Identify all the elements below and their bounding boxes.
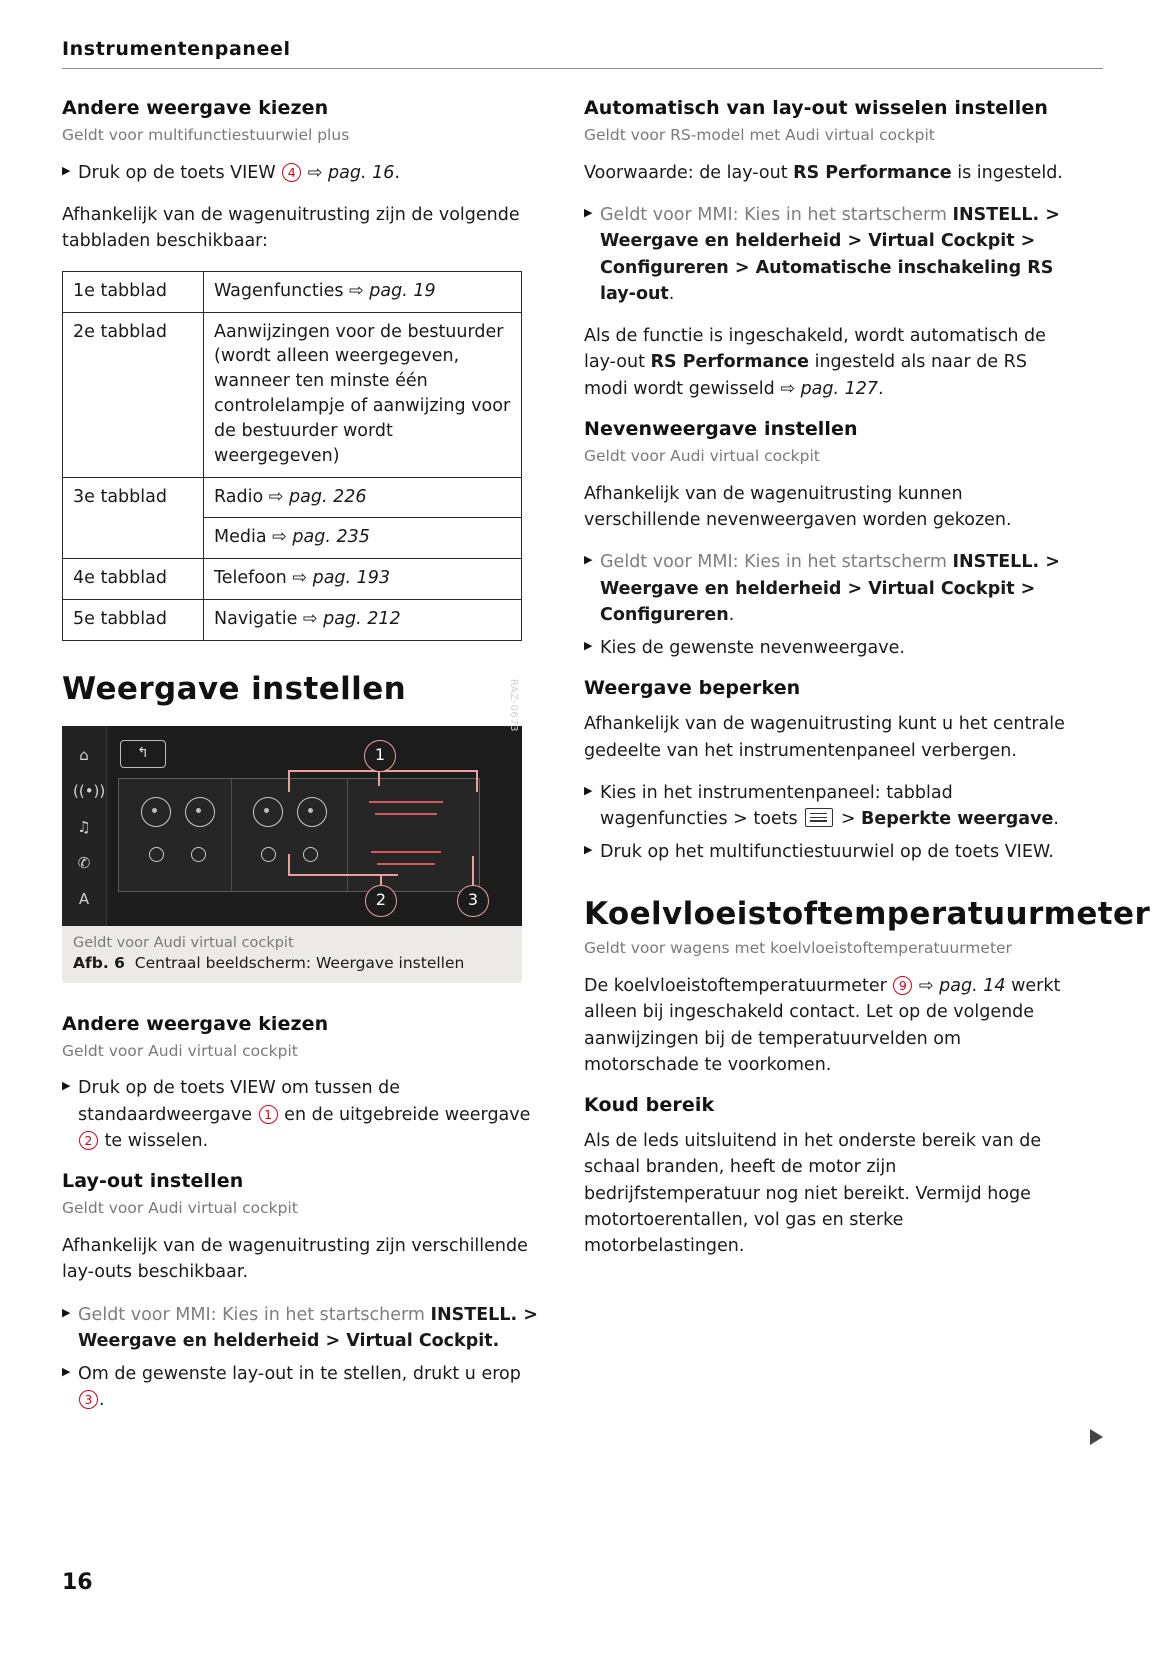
cross-reference: pag. 193 [312,568,391,589]
cross-reference-arrow-icon: ⇨ [292,568,308,589]
table-row [63,518,522,559]
bullet-text-pre: Druk op de toets VIEW [78,162,282,183]
bullet-triangle-icon: ▶ [584,843,593,857]
list-item-text: Druk op de toets VIEW 4 ⇨ pag. 16. [78,162,400,183]
cross-reference-arrow-icon: ⇨ [349,280,364,301]
table-row [63,600,522,641]
mmi-text: Kies in het startscherm [216,1304,431,1325]
section-heading-koud-bereik: Koud bereik [584,1094,715,1117]
bullet-text-end: . [99,1390,105,1411]
cross-reference-arrow-icon: ⇨ [268,486,284,507]
paragraph-text-pre: Voorwaarde: de lay-out [584,162,794,183]
back-button-icon: ↰ [120,740,166,768]
figure-6 [62,678,522,983]
paragraph-text-pre: De koelvloeistoftemperatuurmeter [584,976,893,997]
list-item [584,549,1066,628]
cross-reference-arrow-icon: ⇨ [272,527,287,548]
paragraph-text-end: werkt alleen bij ingeschakeld contact. Let op de volgende aanwijzingen bij de temperatuurvelden om motorschade te voorkomen. [584,976,1061,1075]
bullet-text-pre: Druk op de toets VIEW om tussen de standaardweergave [78,1078,401,1125]
bullet-list-3 [62,1302,544,1414]
table-cell-label: Navigatie [214,609,303,630]
highlight-line [369,801,443,803]
mmi-text: Kies in het startscherm [738,205,953,226]
figure-code: RAZ-0673 [508,678,519,732]
letter-a-icon: A [78,889,90,908]
table-row [63,312,522,477]
callout-leader [476,770,478,792]
cross-reference: pag. 19 [369,280,436,301]
cluster-divider [231,779,232,891]
list-item-text [78,1075,544,1154]
cross-reference-arrow-icon: ⇨ [302,609,318,630]
callout-2: 2 [365,885,397,917]
paragraph-functie-ingeschakeld [584,323,1066,402]
list-item [62,1361,544,1414]
callout-circle-2: 2 [79,1131,98,1150]
list-item-text: Druk op het multifunctiestuurwiel op de toets VIEW. [600,842,1054,863]
table-cell-label: Media [214,527,273,548]
callout-circle-4: 4 [282,163,301,182]
callout-1: 1 [364,740,396,772]
table-cell-tab [63,518,204,559]
bullet-text-end: . [1053,809,1059,830]
paragraph-text-mid: ingesteld als naar de RS modi wordt gewisseld [584,352,1027,399]
section-heading-lay-out-instellen: Lay-out instellen [62,1170,244,1193]
list-item [584,202,1066,307]
dial-center-dot [308,808,313,813]
table-cell-text: Aanwijzingen voor de bestuurder (wordt alleen weergegeven, wanneer ten minste één controlelampje of aanwijzing voor de bestuurder wordt weergegeven) [204,312,522,477]
section-heading-andere-weergave-kiezen-1: Andere weergave kiezen [62,97,329,119]
cross-reference: pag. 235 [292,527,370,548]
two-column-layout [62,97,1151,1430]
mmi-path-end: . [668,283,675,304]
bold-term: RS Performance [793,162,952,183]
dial-icon-small [191,847,206,862]
cross-reference: pag. 127 [800,378,879,399]
cross-reference: pag. 16 [328,162,395,183]
list-item-text [600,202,1066,307]
list-item-text [600,549,1066,628]
mmi-path: INSTELL. > Weergave en helderheid > Virtual Cockpit > Configureren [600,552,1060,625]
mmi-path: INSTELL. > Weergave en helderheid > Virtual Cockpit. [78,1304,538,1351]
bullet-triangle-icon: ▶ [62,163,71,177]
table-cell-tab: 4e tabblad [63,559,204,600]
paragraph-koelvloeistof [584,973,1066,1078]
heading-weergave-instellen: Weergave instellen [62,670,407,707]
dial-icon-small [149,847,164,862]
table-cell-tab: 1e tabblad [63,271,204,312]
cross-reference-arrow-icon: ⇨ [307,162,323,183]
cross-reference: pag. 212 [323,609,401,630]
section-subtitle-r1: Geldt voor RS-model met Audi virtual cockpit [584,126,935,144]
section-subtitle-2: Geldt voor Audi virtual cockpit [62,1041,298,1060]
mmi-text: Kies in het startscherm [738,552,953,573]
table-row [63,271,522,312]
bold-term: RS Performance [650,352,810,373]
paragraph-koud-bereik: Als de leds uitsluitend in het onderste bereik van de schaal branden, heeft de motor zijn bedrijfstemperatuur nog niet bereikt. Vermijd hoge motortoerentallen, vol gas en sterke motorbelastingen. [584,1131,1042,1257]
section-subtitle-3: Geldt voor Audi virtual cockpit [62,1199,298,1218]
dial-center-dot [264,808,269,813]
mmi-path-end: . [728,604,735,625]
section-heading-automatisch-lay-out: Automatisch van lay-out wisselen instellen [584,97,1049,119]
section-subtitle-1: Geldt voor multifunctiestuurwiel plus [62,126,350,144]
paragraph-text-end: . [878,378,884,399]
mmi-path: INSTELL. > Weergave en helderheid > Virtual Cockpit > Configureren > Automatische inschakeling RS lay-out [600,205,1060,304]
paragraph-nevenweergaven: Afhankelijk van de wagenuitrusting kunnen verschillende nevenweergaven worden gekozen. [584,483,1012,531]
list-item [584,780,1066,833]
table-cell-label: Telefoon [214,568,293,589]
bullet-list-r2 [584,549,1066,661]
callout-leader [288,770,290,792]
callout-leader [378,770,380,786]
bullet-list-2 [62,1075,544,1154]
left-column [62,97,544,1430]
bullet-text-mid: en de uitgebreide weergave [278,1104,531,1125]
list-item [584,839,1066,865]
list-item-text: Kies de gewenste nevenweergave. [600,638,905,659]
table-cell-text [204,600,522,641]
list-item [62,1075,544,1154]
section-heading-andere-weergave-kiezen-2: Andere weergave kiezen [62,1012,329,1035]
mmi-prefix: Geldt voor MMI: [600,205,739,226]
paragraph-text-pre: Als de functie is ingeschakeld, wordt automatisch de lay-out [584,326,1046,373]
bullet-triangle-icon: ▶ [584,783,593,797]
list-item-text [600,780,1066,833]
mmi-prefix: Geldt voor MMI: [600,552,739,573]
heading-koelvloeistoftemperatuurmeter: Koelvloeistoftemperatuurmeter [584,895,1151,932]
phone-icon: ✆ [77,853,91,872]
section-subtitle-r2: Geldt voor Audi virtual cockpit [584,446,820,465]
table-row [63,477,522,518]
bullet-text-mid: > [835,809,862,830]
list-item-text [78,1302,544,1355]
table-row [63,559,522,600]
bold-term: Beperkte weergave [861,809,1054,830]
cross-reference-arrow-icon: ⇨ [918,976,934,997]
dial-center-dot [196,808,201,813]
list-item [62,1302,544,1355]
paragraph-lay-outs: Afhankelijk van de wagenuitrusting zijn verschillende lay-outs beschikbaar. [62,1236,528,1283]
display-icon-rail [62,726,107,926]
bullet-triangle-icon: ▶ [584,553,593,567]
dial-center-dot [152,808,157,813]
bullet-triangle-icon: ▶ [62,1365,71,1379]
bullet-list-r3 [584,780,1066,866]
figure-caption-note: Geldt voor Audi virtual cockpit [73,934,294,951]
page-number: 16 [62,1570,93,1595]
bullet-triangle-icon: ▶ [584,639,593,653]
callout-circle-9: 9 [893,976,912,995]
list-item [584,635,1066,661]
bullet-text-end: te wisselen. [99,1130,209,1151]
dial-icon-small [261,847,276,862]
paragraph-voorwaarde [584,160,1066,186]
cross-reference: pag. 226 [289,486,367,507]
list-menu-icon [805,808,833,827]
table-cell-text [204,271,522,312]
tabbladen-table [62,271,522,641]
continuation-arrow-icon [1090,1429,1103,1445]
table-cell-tab: 3e tabblad [63,477,204,518]
mmi-prefix: Geldt voor MMI: [78,1304,217,1325]
highlight-line [375,813,437,815]
highlight-line [371,851,441,853]
callout-circle-1: 1 [259,1105,278,1124]
paragraph-text-end: is ingesteld. [951,162,1063,183]
dial-icon-small [303,847,318,862]
callout-leader [288,854,290,874]
table-cell-text [204,518,522,559]
section-subtitle-r4: Geldt voor wagens met koelvloeistoftemperatuurmeter [584,939,1012,958]
page-header [62,30,1103,69]
table-cell-label: Radio [214,486,269,507]
callout-circle-3: 3 [79,1390,98,1409]
bullet-text-pre: Om de gewenste lay-out in te stellen, drukt u erop [78,1364,521,1385]
bullet-triangle-icon: ▶ [62,1305,71,1319]
bullet-list-r1 [584,202,1066,307]
figure-caption [73,954,511,972]
figure-caption-box [62,926,522,983]
paragraph-verbergen: Afhankelijk van de wagenuitrusting kunt u het centrale gedeelte van het instrumentenpaneel verbergen. [584,714,1065,761]
bullet-text-pre: Kies in het instrumentenpaneel: tabblad wagenfuncties > toets [600,782,953,830]
paragraph-tabbladen: Afhankelijk van de wagenuitrusting zijn de volgende tabbladen beschikbaar: [62,205,520,252]
bullet-triangle-icon: ▶ [584,206,593,220]
page-title: Instrumentenpaneel [62,38,291,60]
table-cell-text [204,559,522,600]
home-icon: ⌂ [79,745,89,764]
section-heading-nevenweergave: Nevenweergave instellen [584,417,858,440]
list-item [62,160,544,186]
table-cell-tab: 2e tabblad [63,312,204,477]
figure-caption-text: Centraal beeldscherm: Weergave instellen [134,953,465,972]
section-heading-weergave-beperken: Weergave beperken [584,677,801,700]
highlight-line [377,863,435,865]
radio-waves-icon: ((•)) [73,781,106,800]
callout-3: 3 [457,885,489,917]
cross-reference: pag. 14 [939,976,1006,997]
bullet-list-1 [62,160,544,186]
list-item-text [78,1361,544,1414]
callout-leader [472,856,474,888]
cross-reference-arrow-icon: ⇨ [780,378,795,399]
bullet-triangle-icon: ▶ [62,1079,71,1093]
table-cell-tab: 5e tabblad [63,600,204,641]
figure-label: Afb. 6 [73,953,125,972]
right-column [584,97,1151,1275]
table-cell-text [204,477,522,518]
media-note-icon: ♫ [77,817,91,836]
table-cell-label: Wagenfuncties [214,280,350,301]
